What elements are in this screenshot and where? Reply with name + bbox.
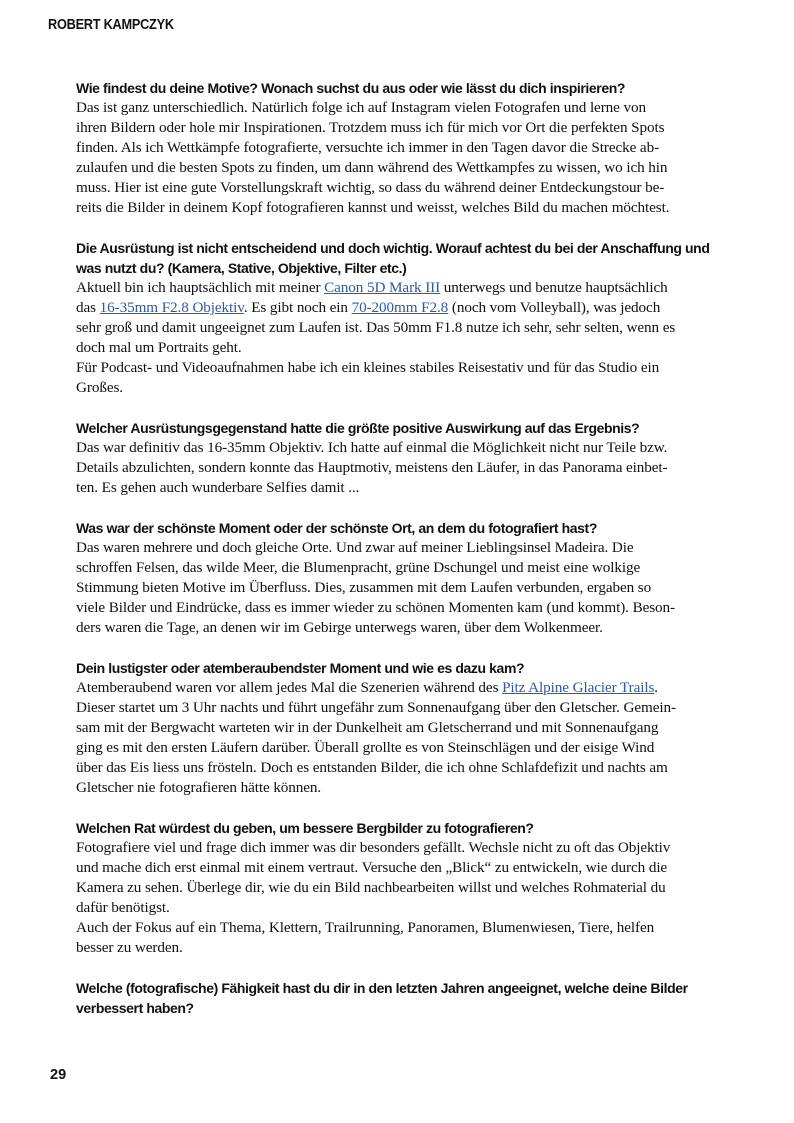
answer-text: Atemberaubend waren vor allem jedes Mal die Szenerien während des Pitz Alpine Glacier Trails. Dieser startet um 3 Uhr nachts und führt ungefähr zum Sonnenaufgang über den Gletscher. Gemein- sam mit der Bergwacht warteten wir in der Dunkelheit am Gletscherrand und mit Sonnenaufgang ging es mit den ersten Läufern darüber. Überall grollte es von Steinschlägen und der eisige Wind über das Eis liess uns frösteln. Doch es entstanden Bilder, die ich ohne Schlafdefizit und nachts am Gletscher nie fotografieren hätte können. bbox=[76, 679, 676, 796]
question-heading: Die Ausrüstung ist nicht entscheidend und doch wichtig. Worauf achtest du bei der Anschaffung und was nutzt du? (Kamera, Stative, Objektive, Filter etc.) bbox=[76, 240, 710, 276]
qa-section-equipment bbox=[76, 238, 720, 398]
question-heading: Welchen Rat würdest du geben, um bessere Bergbilder zu fotografieren? bbox=[76, 820, 534, 836]
answer-text: Das waren mehrere und doch gleiche Orte. Und zwar auf meiner Lieblingsinsel Madeira. Die schroffen Felsen, das wilde Meer, die Blumenpracht, grüne Dschungel und meist eine wolkige Stimmung bieten Motive im Überfluss. Dies, zusammen mit dem Laufen verbunden, ergaben so viele Bilder und Eindrücke, dass es immer wieder zu schönen Momenten kam (und kommt). Beson- ders waren die Tage, an denen wir im Gebirge unterwegs waren, über dem Wolkenmeer. bbox=[76, 539, 675, 636]
answer-text: Fotografiere viel und frage dich immer was dir besonders gefällt. Wechsle nicht zu oft das Objektiv und mache dich erst einmal mit einem vertraut. Versuche den „Blick“ zu entwickeln, wie durch die Kamera zu sehen. Überlege dir, wie du ein Bild nachbearbeiten willst und welches Rohmaterial du dafür benötigst. Auch der Fokus auf ein Thema, Klettern, Trailrunning, Panoramen, Blumenwiesen, Tiere, helfen besser zu werden. bbox=[76, 839, 671, 956]
answer-text: Das ist ganz unterschiedlich. Natürlich folge ich auf Instagram vielen Fotografen und lerne von ihren Bildern oder hole mir Inspirationen. Trotzdem muss ich für mich vor Ort die perfekten Spots finden. Als ich Wettkämpfe fotografierte, versuchte ich immer in den Tagen davor die Strecke ab- zulaufen und die besten Spots zu finden, um dann während des Wettkampfes zu wissen, wo ich hin muss. Hier ist eine gute Vorstellungskraft wichtig, so dass du während deiner Entdeckungstour be- reits die Bilder in deinem Kopf fotografieren kannst und weisst, welches Bild du machen möchtest. bbox=[76, 99, 670, 216]
answer-text: Aktuell bin ich hauptsächlich mit meiner Canon 5D Mark III unterwegs und benutze hauptsächlich das 16-35mm F2.8 Objektiv. Es gibt noch ein 70-200mm F2.8 (noch vom Volleyball), was jedoch sehr groß und damit ungeeignet zum Laufen ist. Das 50mm F1.8 nutze ich sehr, sehr selten, wenn es doch mal um Portraits geht. Für Podcast- und Videoaufnahmen habe ich ein kleines stabiles Reisestativ und für das Studio ein Großes. bbox=[76, 279, 676, 396]
question-heading: Was war der schönste Moment oder der schönste Ort, an dem du fotografiert hast? bbox=[76, 520, 597, 536]
qa-section-skills bbox=[76, 978, 720, 1018]
question-heading: Welche (fotografische) Fähigkeit hast du dir in den letzten Jahren angeeignet, welche deine Bilder verbessert haben? bbox=[76, 980, 688, 1016]
link-70-200mm-objektiv[interactable]: 70-200mm F2.8 bbox=[351, 299, 449, 316]
page-number: 29 bbox=[50, 1067, 67, 1083]
qa-section-best-moment bbox=[76, 518, 720, 638]
link-canon-5d-mark-iii[interactable]: Canon 5D Mark III bbox=[324, 279, 441, 296]
question-heading: Wie findest du deine Motive? Wonach suchst du aus oder wie lässt du dich inspirieren? bbox=[76, 80, 626, 96]
qa-section-advice bbox=[76, 818, 720, 958]
question-heading: Dein lustigster oder atemberaubendster Moment und wie es dazu kam? bbox=[76, 660, 525, 676]
running-header-author: ROBERT KAMPCZYK bbox=[48, 17, 174, 33]
qa-section-best-gear bbox=[76, 418, 720, 498]
qa-section-motive bbox=[76, 78, 720, 218]
interview-content bbox=[76, 78, 720, 1038]
link-pitz-alpine-glacier-trails[interactable]: Pitz Alpine Glacier Trails bbox=[502, 679, 655, 696]
question-heading: Welcher Ausrüstungsgegenstand hatte die größte positive Auswirkung auf das Ergebnis? bbox=[76, 420, 640, 436]
qa-section-funniest-moment bbox=[76, 658, 720, 798]
answer-text: Das war definitiv das 16-35mm Objektiv. Ich hatte auf einmal die Möglichkeit nicht nur Teile bzw. Details abzulichten, sondern konnte das Hauptmotiv, meistens den Läufer, in das Panorama einbet- ten. Es gehen auch wunderbare Selfies damit ... bbox=[76, 439, 668, 496]
link-16-35mm-objektiv[interactable]: 16-35mm F2.8 Objektiv bbox=[99, 299, 244, 316]
